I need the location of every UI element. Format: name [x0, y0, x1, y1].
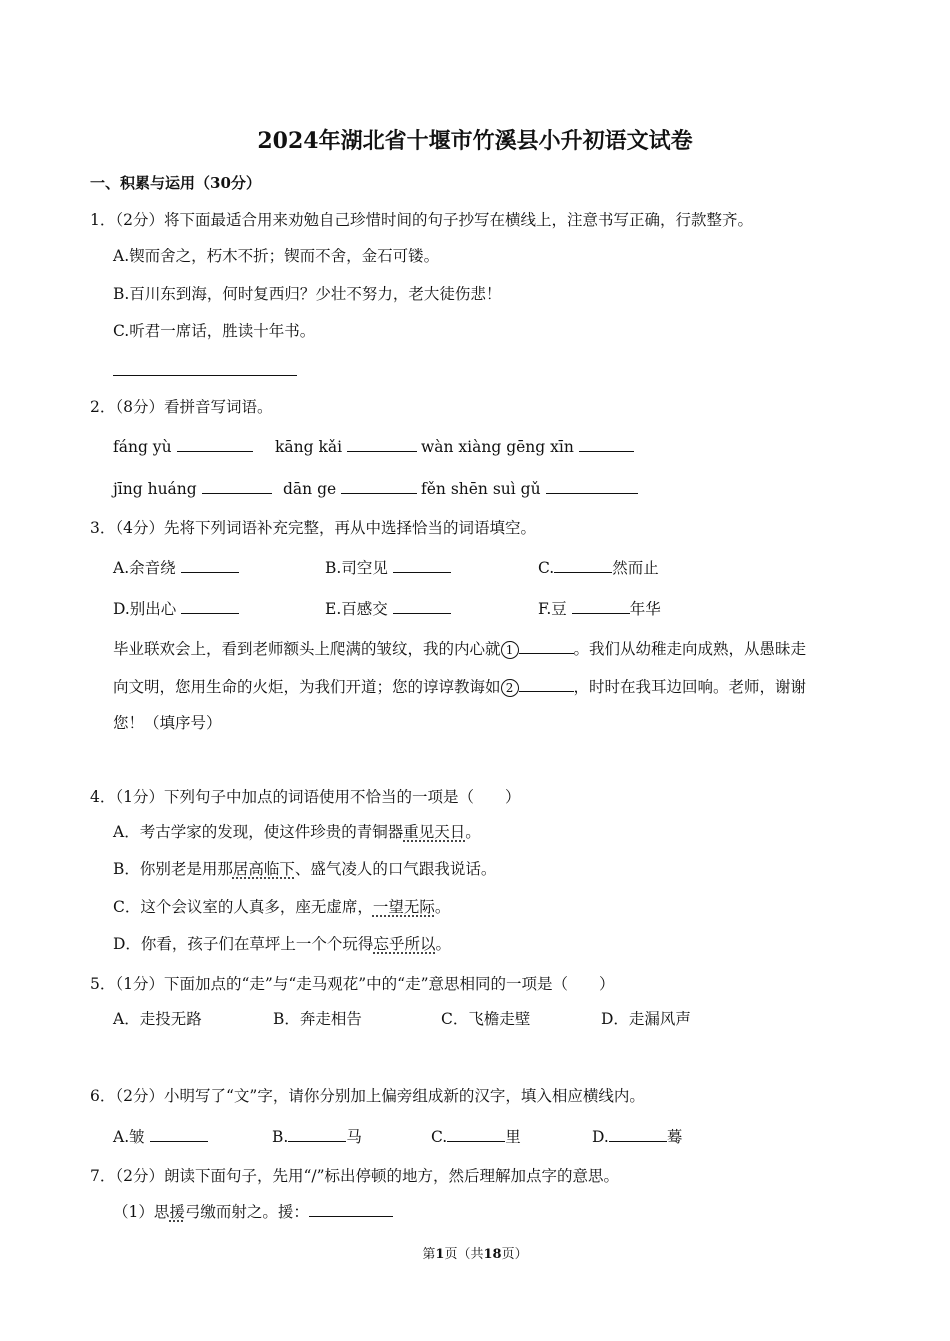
circled-number-2: 2 — [501, 679, 519, 697]
question-4-option-d: D．你看，孩子们在草坪上一个个玩得忘乎所以。 — [113, 935, 451, 953]
page-title: 2024年湖北省十堰市竹溪县小升初语文试卷 — [257, 128, 693, 154]
page-footer: 第1页（共18页） — [422, 1247, 528, 1262]
pinyin-fangyu — [113, 436, 253, 457]
answer-blank[interactable] — [150, 1126, 208, 1142]
answer-blank[interactable] — [519, 676, 574, 692]
question-3-item-b: B.司空见 — [325, 557, 451, 578]
pinyin-text: wàn xiàng gēng xīn — [421, 438, 574, 456]
question-5-option-b: B．奔走相告 — [273, 1010, 362, 1028]
pinyin-dange — [283, 478, 417, 499]
question-5-stem: 5．（1分）下面加点的“走”与“走马观花”中的“走”意思相同的一项是（ ） — [90, 975, 615, 993]
circled-number-1: 1 — [501, 641, 519, 659]
question-7-stem: 7．（2分）朗读下面句子，先用“/”标出停顿的地方，然后理解加点字的意思。 — [90, 1167, 620, 1185]
pinyin-text: fěn shēn suì gǔ — [421, 480, 541, 498]
answer-blank[interactable] — [572, 598, 630, 614]
question-6-item-c: C. 里 — [431, 1128, 521, 1146]
question-5-option-c: C．飞檐走壁 — [441, 1010, 531, 1028]
question-2-stem: 2．（8分）看拼音写词语。 — [90, 398, 273, 416]
pinyin-text: jīng huáng — [113, 480, 197, 498]
answer-blank[interactable] — [202, 478, 272, 494]
answer-blank[interactable] — [447, 1126, 505, 1142]
pinyin-wanxianggengxin — [421, 436, 634, 457]
dotted-word: 重见天日 — [403, 823, 466, 841]
pinyin-kangkai — [275, 436, 417, 457]
question-3-item-d: D.别出心 — [113, 598, 239, 619]
question-3-item-e: E.百感交 — [325, 598, 451, 619]
question-3-stem: 3．（4分）先将下列词语补充完整，再从中选择恰当的词语填空。 — [90, 519, 536, 537]
page-total: 18 — [483, 1247, 502, 1262]
pinyin-text: fáng yù — [113, 438, 172, 456]
answer-blank[interactable] — [309, 1201, 393, 1217]
answer-blank[interactable] — [288, 1126, 346, 1142]
dotted-word: 援 — [169, 1203, 185, 1221]
question-6-item-b: B. 马 — [272, 1128, 362, 1146]
question-4-option-a: A．考古学家的发现，使这件珍贵的青铜器重见天日。 — [113, 823, 481, 841]
question-4-option-b: B．你别老是用那居高临下、盛气凌人的口气跟我说话。 — [113, 860, 497, 878]
pinyin-fenshensuigu — [421, 478, 638, 499]
question-6-item-d: D. 蓦 — [592, 1128, 683, 1146]
question-1-option-b: B.百川东到海，何时复西归？少壮不努力，老大徒伤悲！ — [113, 285, 502, 303]
question-3-item-c: C. 然而止 — [538, 559, 659, 577]
answer-blank[interactable] — [609, 1126, 667, 1142]
answer-blank[interactable] — [554, 557, 612, 573]
question-3-paragraph-line-2: 向文明，您用生命的火炬，为我们开道；您的谆谆教诲如 2 ，时时在我耳边回响。老师，谢谢 — [113, 678, 807, 696]
answer-blank[interactable] — [579, 436, 634, 452]
answer-blank[interactable] — [177, 436, 253, 452]
answer-blank[interactable] — [393, 598, 451, 614]
dotted-word: 忘乎所以 — [373, 935, 436, 953]
answer-blank[interactable] — [347, 436, 417, 452]
answer-blank[interactable] — [393, 557, 451, 573]
question-1-option-c: C.听君一席话，胜读十年书。 — [113, 322, 316, 340]
question-4-option-c: C．这个会议室的人真多，座无虚席，一望无际。 — [113, 898, 451, 916]
question-6-item-a: A.皱 — [113, 1126, 208, 1147]
dotted-word: 居高临下 — [232, 860, 295, 878]
pinyin-jinghuang — [113, 478, 272, 499]
question-5-option-a: A．走投无路 — [113, 1010, 202, 1028]
answer-blank[interactable] — [181, 598, 239, 614]
page-number: 1 — [435, 1247, 445, 1262]
question-5-option-d: D．走漏风声 — [601, 1010, 691, 1028]
question-1-answer-line[interactable] — [113, 360, 297, 381]
question-3-paragraph-line-1: 毕业联欢会上，看到老师额头上爬满的皱纹，我的内心就 1 。我们从幼稚走向成熟，从愚昧走 — [113, 640, 807, 658]
question-1-option-a: A.锲而舍之，朽木不折；锲而不舍，金石可镂。 — [113, 247, 440, 265]
pinyin-text: kāng kǎi — [275, 438, 343, 456]
question-3-item-a: A.余音绕 — [113, 557, 239, 578]
answer-blank[interactable] — [181, 557, 239, 573]
section-heading: 一、积累与运用（30分） — [90, 174, 261, 192]
answer-blank[interactable] — [546, 478, 638, 494]
question-7-sentence-1: （1）思援弓缴而射之。援： — [113, 1201, 393, 1222]
pinyin-text: dān ge — [283, 480, 337, 498]
question-4-stem: 4．（1分）下列句子中加点的词语使用不恰当的一项是（ ） — [90, 788, 521, 806]
question-6-stem: 6．（2分）小明写了“文”字，请你分别加上偏旁组成新的汉字，填入相应横线内。 — [90, 1087, 645, 1105]
answer-blank[interactable] — [519, 638, 574, 654]
question-1-stem: 1．（2分）将下面最适合用来劝勉自己珍惜时间的句子抄写在横线上，注意书写正确，行款整齐。 — [90, 211, 753, 229]
dotted-word: 一望无际 — [372, 898, 435, 916]
question-3-item-f: F.豆 年华 — [538, 600, 661, 618]
answer-blank[interactable] — [341, 478, 417, 494]
question-3-paragraph-line-3: 您！（填序号） — [113, 714, 222, 732]
